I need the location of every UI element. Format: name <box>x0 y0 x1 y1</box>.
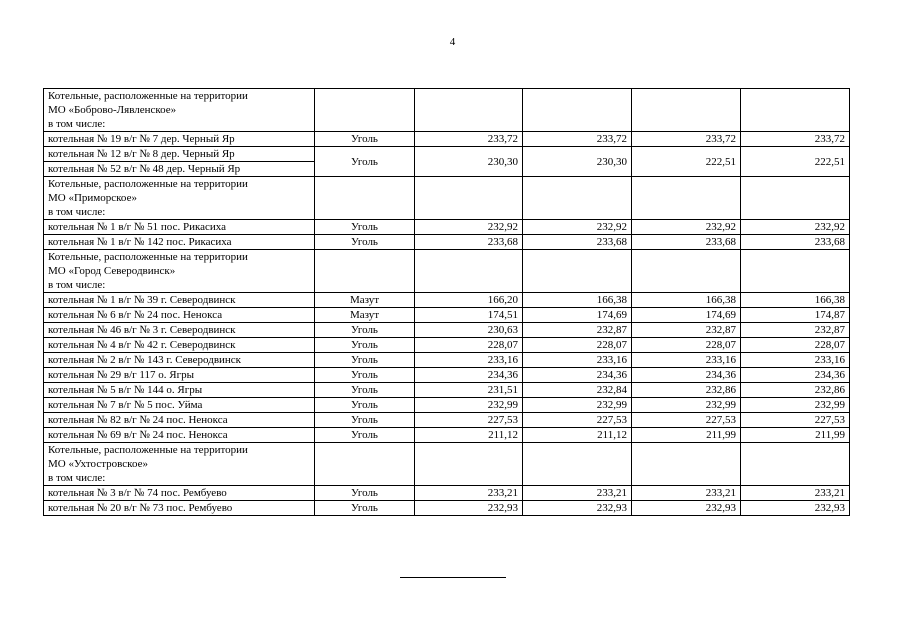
empty-cell <box>415 250 523 293</box>
page-number: 4 <box>449 36 456 48</box>
value-cell: 233,72 <box>523 132 632 147</box>
boiler-name-cell: котельная № 29 в/г 117 о. Ягры <box>44 368 315 383</box>
value-cell: 233,21 <box>741 486 850 501</box>
value-cell: 233,68 <box>523 235 632 250</box>
fuel-type-cell: Уголь <box>315 235 415 250</box>
value-cell: 233,68 <box>632 235 741 250</box>
value-cell: 233,72 <box>632 132 741 147</box>
table-row <box>44 293 850 308</box>
value-cell: 232,93 <box>415 501 523 516</box>
table-row <box>44 220 850 235</box>
empty-cell <box>315 89 415 132</box>
value-cell: 166,38 <box>523 293 632 308</box>
group-header-row <box>44 177 850 220</box>
value-cell: 230,63 <box>415 323 523 338</box>
table-row <box>44 308 850 323</box>
boiler-name-cell: котельная № 1 в/г № 142 пос. Рикасиха <box>44 235 315 250</box>
empty-cell <box>315 177 415 220</box>
value-cell: 232,92 <box>523 220 632 235</box>
value-cell: 222,51 <box>741 147 850 177</box>
group-header-line: Котельные, расположенные на территории <box>48 178 248 190</box>
empty-cell <box>315 250 415 293</box>
fuel-type-cell: Уголь <box>315 501 415 516</box>
value-cell: 233,16 <box>523 353 632 368</box>
value-cell: 228,07 <box>741 338 850 353</box>
table-row <box>44 147 850 162</box>
group-header-line: МО «Город Северодвинск» <box>48 265 176 277</box>
fuel-type-cell: Уголь <box>315 323 415 338</box>
fuel-type-cell: Мазут <box>315 293 415 308</box>
table-row <box>44 428 850 443</box>
fuel-type-cell: Мазут <box>315 308 415 323</box>
table-row <box>44 338 850 353</box>
group-header-line: Котельные, расположенные на территории <box>48 90 248 102</box>
value-cell: 233,21 <box>415 486 523 501</box>
value-cell: 227,53 <box>415 413 523 428</box>
value-cell: 211,99 <box>632 428 741 443</box>
value-cell: 174,87 <box>741 308 850 323</box>
boiler-name-cell: котельная № 4 в/г № 42 г. Северодвинск <box>44 338 315 353</box>
value-cell: 211,99 <box>741 428 850 443</box>
table-body <box>44 89 850 516</box>
empty-cell <box>632 177 741 220</box>
group-header-line: МО «Ухтостровское» <box>48 458 148 470</box>
fuel-type-cell: Уголь <box>315 428 415 443</box>
value-cell: 230,30 <box>523 147 632 177</box>
group-header-line: в том числе: <box>48 472 106 484</box>
value-cell: 232,84 <box>523 383 632 398</box>
boiler-name-cell: котельная № 19 в/г № 7 дер. Черный Яр <box>44 132 315 147</box>
boiler-name-cell: котельная № 52 в/г № 48 дер. Черный Яр <box>44 162 315 177</box>
value-cell: 174,69 <box>523 308 632 323</box>
group-header-cell <box>44 250 315 293</box>
value-cell: 232,86 <box>632 383 741 398</box>
group-header-line: в том числе: <box>48 118 106 130</box>
empty-cell <box>741 250 850 293</box>
value-cell: 233,72 <box>741 132 850 147</box>
table-row <box>44 398 850 413</box>
value-cell: 166,38 <box>741 293 850 308</box>
group-header-row <box>44 250 850 293</box>
empty-cell <box>741 89 850 132</box>
value-cell: 211,12 <box>523 428 632 443</box>
empty-cell <box>523 89 632 132</box>
footer-divider <box>400 577 506 578</box>
table-row <box>44 368 850 383</box>
group-header-line: Котельные, расположенные на территории <box>48 251 248 263</box>
boiler-name-cell: котельная № 82 в/г № 24 пос. Ненокса <box>44 413 315 428</box>
table-row <box>44 132 850 147</box>
table-row <box>44 501 850 516</box>
value-cell: 234,36 <box>741 368 850 383</box>
group-header-line: в том числе: <box>48 206 106 218</box>
value-cell: 232,86 <box>741 383 850 398</box>
empty-cell <box>415 443 523 486</box>
value-cell: 222,51 <box>632 147 741 177</box>
value-cell: 211,12 <box>415 428 523 443</box>
table-row <box>44 235 850 250</box>
empty-cell <box>632 250 741 293</box>
table-row <box>44 323 850 338</box>
fuel-type-cell: Уголь <box>315 383 415 398</box>
boiler-name-cell: котельная № 2 в/г № 143 г. Северодвинск <box>44 353 315 368</box>
group-header-line: МО «Приморское» <box>48 192 137 204</box>
fuel-type-cell: Уголь <box>315 398 415 413</box>
boiler-name-cell: котельная № 12 в/г № 8 дер. Черный Яр <box>44 147 315 162</box>
value-cell: 232,92 <box>632 220 741 235</box>
value-cell: 174,51 <box>415 308 523 323</box>
group-header-row <box>44 89 850 132</box>
value-cell: 234,36 <box>415 368 523 383</box>
empty-cell <box>741 177 850 220</box>
value-cell: 228,07 <box>523 338 632 353</box>
fuel-type-cell: Уголь <box>315 368 415 383</box>
value-cell: 232,99 <box>415 398 523 413</box>
empty-cell <box>523 250 632 293</box>
value-cell: 174,69 <box>632 308 741 323</box>
table-row <box>44 413 850 428</box>
value-cell: 232,92 <box>415 220 523 235</box>
empty-cell <box>741 443 850 486</box>
fuel-type-cell: Уголь <box>315 147 415 177</box>
value-cell: 232,99 <box>523 398 632 413</box>
value-cell: 233,72 <box>415 132 523 147</box>
group-header-cell <box>44 89 315 132</box>
value-cell: 166,38 <box>632 293 741 308</box>
fuel-type-cell: Уголь <box>315 413 415 428</box>
boiler-name-cell: котельная № 20 в/г № 73 пос. Рембуево <box>44 501 315 516</box>
boiler-name-cell: котельная № 1 в/г № 51 пос. Рикасиха <box>44 220 315 235</box>
value-cell: 166,20 <box>415 293 523 308</box>
boiler-name-cell: котельная № 5 в/г № 144 о. Ягры <box>44 383 315 398</box>
fuel-type-cell: Уголь <box>315 486 415 501</box>
boiler-name-cell: котельная № 6 в/г № 24 пос. Ненокса <box>44 308 315 323</box>
group-header-line: в том числе: <box>48 279 106 291</box>
value-cell: 232,92 <box>741 220 850 235</box>
boiler-name-cell: котельная № 7 в/г № 5 пос. Уйма <box>44 398 315 413</box>
fuel-type-cell: Уголь <box>315 132 415 147</box>
boiler-name-cell: котельная № 1 в/г № 39 г. Северодвинск <box>44 293 315 308</box>
group-header-line: Котельные, расположенные на территории <box>48 444 248 456</box>
value-cell: 232,99 <box>632 398 741 413</box>
fuel-consumption-table <box>43 88 850 516</box>
value-cell: 231,51 <box>415 383 523 398</box>
boiler-name-cell: котельная № 3 в/г № 74 пос. Рембуево <box>44 486 315 501</box>
table-row <box>44 486 850 501</box>
group-header-row <box>44 443 850 486</box>
value-cell: 227,53 <box>632 413 741 428</box>
value-cell: 227,53 <box>741 413 850 428</box>
group-header-cell <box>44 177 315 220</box>
value-cell: 233,21 <box>632 486 741 501</box>
empty-cell <box>315 443 415 486</box>
boiler-name-cell: котельная № 69 в/г № 24 пос. Ненокса <box>44 428 315 443</box>
group-header-cell <box>44 443 315 486</box>
value-cell: 233,16 <box>632 353 741 368</box>
value-cell: 232,87 <box>632 323 741 338</box>
empty-cell <box>632 443 741 486</box>
value-cell: 232,93 <box>632 501 741 516</box>
value-cell: 233,16 <box>741 353 850 368</box>
value-cell: 232,93 <box>523 501 632 516</box>
value-cell: 232,87 <box>523 323 632 338</box>
fuel-type-cell: Уголь <box>315 220 415 235</box>
value-cell: 228,07 <box>415 338 523 353</box>
empty-cell <box>415 177 523 220</box>
value-cell: 233,68 <box>415 235 523 250</box>
value-cell: 233,21 <box>523 486 632 501</box>
value-cell: 227,53 <box>523 413 632 428</box>
group-header-line: МО «Боброво-Лявленское» <box>48 104 177 116</box>
boiler-name-cell: котельная № 46 в/г № 3 г. Северодвинск <box>44 323 315 338</box>
value-cell: 234,36 <box>632 368 741 383</box>
value-cell: 232,87 <box>741 323 850 338</box>
fuel-type-cell: Уголь <box>315 353 415 368</box>
value-cell: 232,93 <box>741 501 850 516</box>
value-cell: 234,36 <box>523 368 632 383</box>
empty-cell <box>632 89 741 132</box>
fuel-type-cell: Уголь <box>315 338 415 353</box>
value-cell: 232,99 <box>741 398 850 413</box>
value-cell: 233,68 <box>741 235 850 250</box>
empty-cell <box>415 89 523 132</box>
empty-cell <box>523 177 632 220</box>
value-cell: 233,16 <box>415 353 523 368</box>
table-row <box>44 383 850 398</box>
table-row <box>44 353 850 368</box>
value-cell: 230,30 <box>415 147 523 177</box>
value-cell: 228,07 <box>632 338 741 353</box>
empty-cell <box>523 443 632 486</box>
